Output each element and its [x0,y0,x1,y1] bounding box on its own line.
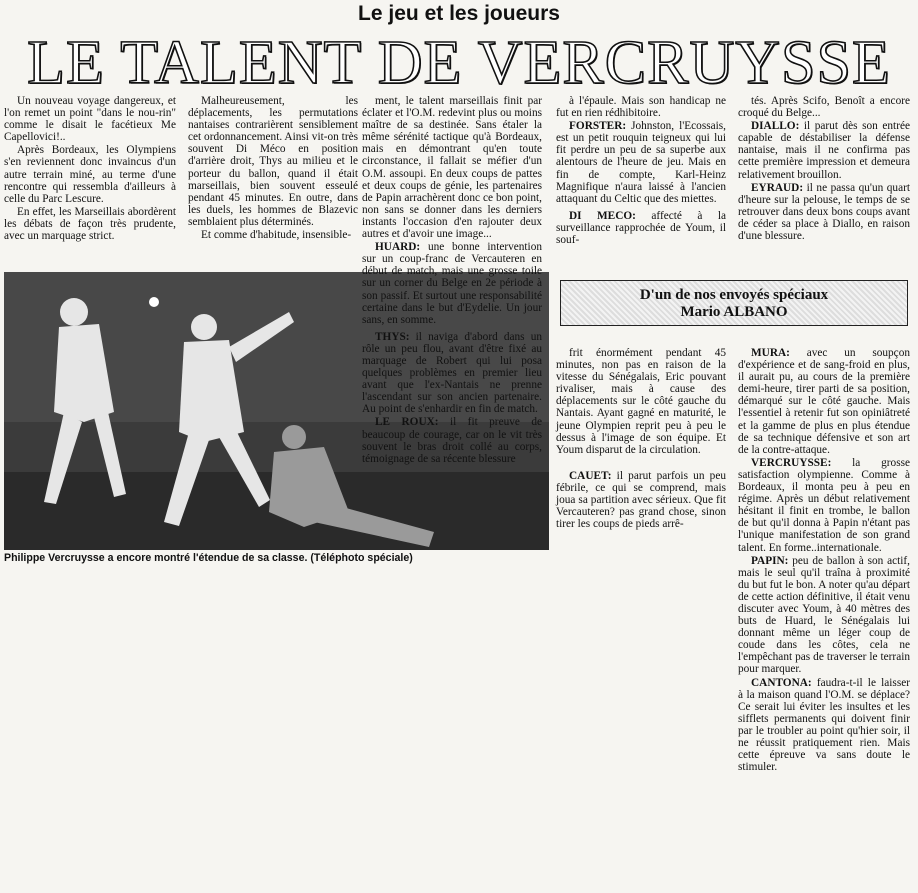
player-paragraph-cauet [556,470,726,530]
paragraph: Et comme d'habitude, insensible- [201,229,352,242]
photo-caption: Philippe Vercruysse a encore montré l'étendue de sa classe. (Téléphoto spéciale) [4,552,413,564]
column-3 [362,95,542,465]
player-text: une bonne intervention sur un coup-franc de Vercauteren en début de match, mais une grosse toile sur un corner du Belge en 2e période à son passif. Et surtout une responsabilité certaine dans le but d'Eydelie. Un jour sans, en somme. [362,241,542,326]
paragraph: à l'épaule. Mais son handicap ne fut en rien rédhibitoire. [556,95,726,120]
player-text: Johnston, l'Ecossais, est un petit rouquin teigneux qui lui fit perdre un peu de sa superbe aux alentours de l'heure de jeu. Mais en fin de compte, Karl-Heinz Magnifique n'aura laissé à l'ancien attaquant du Celtic que des miettes. [556,120,726,205]
paragraph: frit énormément pendant 45 minutes, non pas en raison de la vitesse du Sénégalais, Eric pouvant rivaliser, mais à cause des déplacements sur le côté gauche du Nantais. Ayant gagné en maturité, le jeune Olympien reprit peu à peu le dessus à l'image de son équipe. Et Youm disparut de la circulation. [556,347,726,456]
player-paragraph-huard [362,241,542,326]
player-name: VERCRUYSSE: [751,456,832,469]
player-text: il fit preuve de beaucoup de courage, car on le vit très souvent le bras droit collé au corps, témoignage de sa récente blessure [362,416,542,465]
paragraph: En effet, les Marseillais abordèrent les débats de façon très prudente, avec un marquage strict. [4,205,176,243]
column-5 [738,95,910,242]
player-text: peu de ballon à son actif, mais le seul qu'il traîna à proximité du but fut le bon. A noter qu'au départ de cette action définitive, il était venu discuter avec Youm, à 40 mètres des buts de Huard, le Sénégalais lui donnant même un léger coup de coude dans les côtes, cela ne l'empêchant pas de traverser le terrain pour marquer. [738,554,910,676]
byline-author: Mario ALBANO [680,304,788,320]
paragraph: Après Bordeaux, les Olympiens s'en reviennent donc invaincus d'un autre terrain miné, au terme d'une rencontre qui ressembla d'ailleurs à celle du Parc Lescure. [4,144,176,205]
player-name: EYRAUD: [751,181,804,194]
player-name: CAUET: [569,469,612,482]
player-text: affecté à la surveillance rapprochée de Youm, il souf- [556,209,726,247]
player-name: THYS: [375,330,410,343]
column-2 [188,95,358,241]
paragraph: Malheureusement, les déplacements, les permutations nantaises contrarièrent sensiblement cet ordonnancement. Ainsi vit-on très souvent Di Méco en position d'arrière droit, Thys au milieu et le porteur du ballon, quand il était marseillais, bien souvent esseulé pendant 45 minutes. En outre, dans les duels, les hommes de Blazevic semblaient plus déterminés. [188,95,358,228]
column-6 [556,347,726,530]
player-name: CANTONA: [751,676,812,689]
player-paragraph-vercruysse [738,457,910,554]
player-name: LE ROUX: [375,416,439,429]
paragraph: ment, le talent marseillais finit par éclater et l'O.M. redevint plus ou moins maître de sa destinée. Sans étaler la même sérénité tactique qu'à Bordeaux, mais en démontrant qu'en toute circonstance, il fallait se méfier d'un O.M. assoupi. En deux coups de pattes et deux coups de génie, les partenaires de Papin arrachèrent donc ce bon point, non sans se donner dans les derniers instants l'occasion d'en rajouter deux autres et d'avoir une image... [362,95,542,241]
player-paragraph-leroux [362,416,542,464]
byline-line-1: D'un de nos envoyés spéciaux [639,287,829,303]
section-kicker: Le jeu et les joueurs [358,2,560,25]
player-paragraph-mura [738,347,910,456]
player-name: FORSTER: [569,120,627,133]
column-1 [4,95,176,242]
player-name: PAPIN: [751,554,789,567]
player-name: MURA: [751,347,790,359]
player-name: HUARD: [375,241,421,254]
player-name: DI MECO: [569,209,636,222]
player-text: il parut dès son entrée capable de déstabiliser la défense nantaise, mais il ne confirma pas cette première impression et demeura relativement brouillon. [738,120,910,181]
byline-box [560,280,908,326]
paragraph: tés. Après Scifo, Benoît a encore croqué du Belge... [738,95,910,120]
column-7 [738,347,910,773]
player-paragraph-cantona [738,677,910,774]
player-text: faudra-t-il le laisser à la maison quand l'O.M. se déplace? Ce serait lui éviter les insultes et les sifflets permanents qui doivent finir par le troubler au point qu'hier soir, il ne réussit pratiquement rien. Mais cette épreuve va sans doute le stimuler. [738,676,910,774]
player-paragraph-thys [362,331,542,416]
column-4 [556,95,726,246]
headline: LE TALENT DE VERCRUYSSE [27,29,891,97]
player-text: la grosse satisfaction olympienne. Comme à Bordeaux, il monta peu à peu en régime. Après un début relativement hésitant il finit en trombe, le ballon de but qu'il donna à Papin n'étant pas l'unique manifestation de son grand talent. En forme..internationale. [738,456,910,554]
player-text: il naviga d'abord dans un rôle un peu flou, avant d'être fixé au marquage de Robert qui lui posa quelques problèmes en premier lieu avant que l'ex-Nantais ne prenne l'ascendant sur son ancien partenaire. Au point de s'enhardir en fin de match. [362,330,542,416]
player-text: il parut parfois un peu fébrile, ce qui se comprend, mais joua sa partition avec sérieux. Que fit Vercauteren? pas grand chose, sinon tirer les coups de pieds arrê- [556,469,726,531]
player-paragraph-eyraud [738,182,910,242]
player-text: il ne passa qu'un quart d'heure sur la pelouse, le temps de se retrouver dans deux bons coups avant de céder sa place à Diallo, en raison d'une blessure. [738,181,910,243]
player-text: avec un soupçon d'expérience et de sang-froid en plus, il aurait pu, au cours de la première demi-heure, tirer parti de sa position, démarqué sur le côté gauche. Mais l'essentiel à retenir fut son opiniâtreté et la gamme de plus en plus étendue de sa technique défensive et son art de la contre-attaque. [738,347,910,456]
player-name: DIALLO: [751,120,800,133]
player-paragraph-forster [556,120,726,205]
player-paragraph-papin [738,555,910,676]
player-paragraph-dimeco [556,210,726,246]
paragraph: Un nouveau voyage dangereux, et l'on remet un point "dans le nou-rin" comme le disait le facétieux Me Capellovici!.. [4,95,176,144]
player-paragraph-diallo [738,120,910,180]
